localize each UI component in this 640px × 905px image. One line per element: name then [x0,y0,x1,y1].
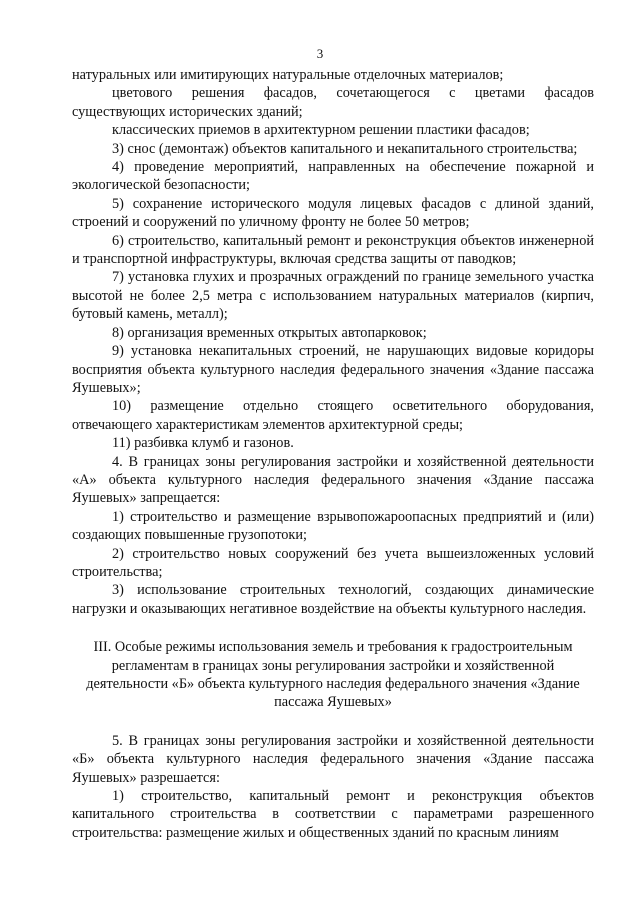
document-body [72,66,594,842]
paragraph: 4) проведение мероприятий, направленных на обеспечение пожарной и экологической безопасности; [72,159,594,194]
page-number: 3 [316,46,324,61]
paragraph: 3) снос (демонтаж) объектов капитального и некапитального строительства; [112,140,578,157]
paragraph: 8) организация временных открытых автопарковок; [112,324,427,341]
paragraph: 10) размещение отдельно стоящего осветительного оборудования, отвечающего характеристикам элементов архитектурной среды; [72,398,594,433]
paragraph: 7) установка глухих и прозрачных ограждений по границе земельного участка высотой не более 2,5 метра с использованием натуральных материалов (кирпич, бутовый камень, металл); [72,269,594,323]
paragraph: классических приемов в архитектурном решении пластики фасадов; [112,122,530,139]
paragraph: 9) установка некапитальных строений, не нарушающих видовые коридоры восприятия объекта культурного наследия федерального значения «Здание пассажа Яушевых»; [72,343,594,396]
paragraph: 3) использование строительных технологий, создающих динамические нагрузки и оказывающих негативное воздействие на объекты культурного наследия. [72,582,594,617]
paragraph: 6) строительство, капитальный ремонт и реконструкция объектов инженерной и транспортной инфраструктуры, включая средства защиты от паводков; [72,232,594,268]
paragraph: натуральных или имитирующих натуральные отделочных материалов; [72,67,504,83]
paragraph: 11) разбивка клумб и газонов. [112,435,294,452]
paragraph: 4. В границах зоны регулирования застройки и хозяйственной деятельности «А» объекта культурного наследия федерального значения «Здание пассажа Яушевых» запрещается: [72,453,594,507]
paragraph: 2) строительство новых сооружений без учета вышеизложенных условий строительства; [72,545,594,580]
paragraph: 5. В границах зоны регулирования застройки и хозяйственной деятельности «Б» объекта культурного наследия федерального значения «Здание пассажа Яушевых» разрешается: [72,732,594,786]
paragraph: 1) строительство, капитальный ремонт и реконструкция объектов капитального строительства в соответствии с параметрами разрешенного строительства: размещение жилых и общественных зданий по красным линиям [72,788,594,841]
section-heading: III. Особые режимы использования земель и требования к градостроительным регламентам в границах зоны регулирования застройки и хозяйственной деятельности «Б» объекта культурного наследия федерального значения «Здание пассажа Яушевых» [86,639,580,711]
paragraph: 1) строительство и размещение взрывопожароопасных предприятий и (или) создающих повышенные грузопотоки; [72,508,594,544]
paragraph: цветового решения фасадов, сочетающегося с цветами фасадов существующих исторических зданий; [72,85,594,120]
paragraph: 5) сохранение исторического модуля лицевых фасадов с длиной зданий, строений и сооружений по уличному фронту не более 50 метров; [72,195,594,231]
